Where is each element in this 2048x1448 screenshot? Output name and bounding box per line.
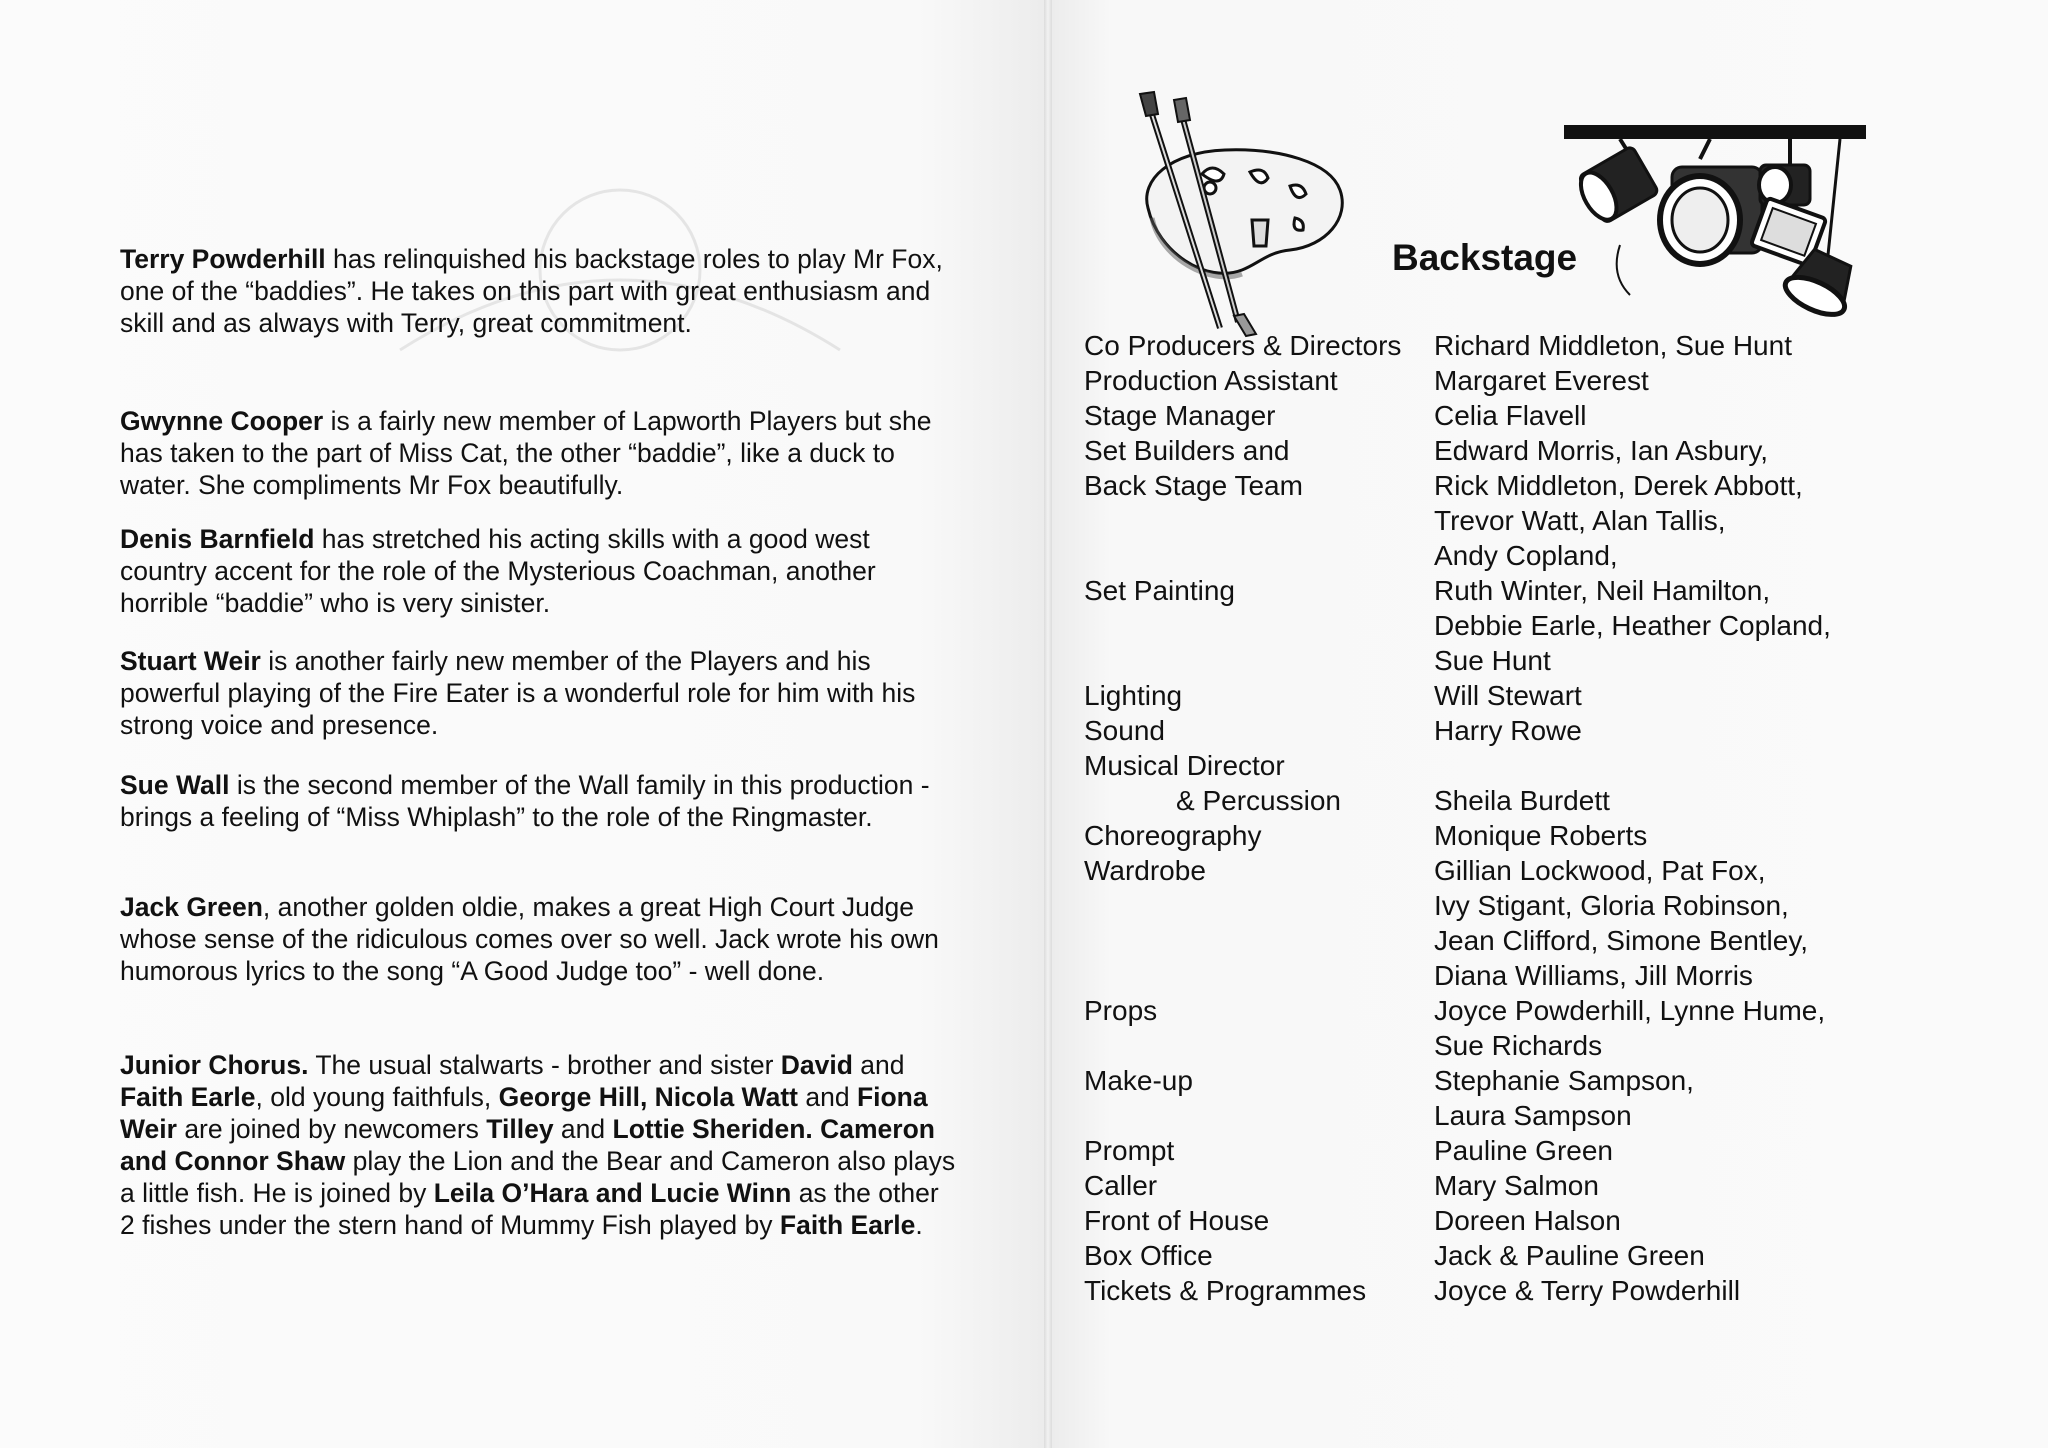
crew-names: Diana Williams, Jill Morris (1434, 960, 1753, 991)
cast-name: Lottie Sheriden. Cameron and Connor Shaw (120, 1114, 935, 1176)
crew-names: Margaret Everest (1434, 365, 1649, 396)
paint-palette-icon (1130, 90, 1360, 340)
crew-names: Richard Middleton, Sue Hunt (1434, 330, 1792, 361)
crew-row (1084, 538, 1984, 573)
crew-role: Caller (1084, 1170, 1158, 1201)
stage-lights-icon (1560, 115, 1870, 330)
crew-row (1084, 643, 1984, 678)
crew-row (1084, 328, 1984, 363)
crew-role: Lighting (1084, 680, 1183, 711)
crew-role: Set Painting (1084, 575, 1235, 606)
crew-names: Mary Salmon (1434, 1170, 1599, 1201)
cast-name: Jack Green (120, 892, 263, 922)
cast-note-text: has relinquished his backstage roles to play Mr Fox, one of the “baddies”. He takes on this part with great enthusiasm and skill and as always with Terry, great commitment. (120, 244, 943, 338)
cast-name: Junior Chorus. (120, 1050, 309, 1080)
cast-note-text: has stretched his acting skills with a good west country accent for the role of the Mysterious Coachman, another horrible “baddie” who is very sinister. (120, 524, 876, 618)
cast-note-paragraph (120, 405, 960, 501)
crew-row (1084, 783, 1984, 818)
crew-row (1084, 923, 1984, 958)
crew-row (1084, 888, 1984, 923)
crew-row (1084, 1098, 1984, 1133)
crew-row (1084, 1028, 1984, 1063)
crew-names: Celia Flavell (1434, 400, 1587, 431)
crew-row (1084, 958, 1984, 993)
cast-name: Denis Barnfield (120, 524, 315, 554)
cast-note-paragraph (120, 523, 960, 619)
cast-note-text: and (797, 1082, 857, 1112)
crew-row (1084, 433, 1984, 468)
crew-row (1084, 1168, 1984, 1203)
cast-note-text: is another fairly new member of the Players and his powerful playing of the Fire Eater is a wonderful role for him with his strong voice and presence. (120, 646, 916, 740)
crew-role: Co Producers & Directors (1084, 330, 1402, 361)
crew-role: Front of House (1084, 1205, 1270, 1236)
cast-note-paragraph (120, 243, 960, 339)
backstage-title: Backstage (1392, 237, 1578, 278)
crew-row (1084, 573, 1984, 608)
crew-names: Stephanie Sampson, (1434, 1065, 1694, 1096)
cast-note-paragraph (120, 1049, 960, 1241)
crew-names: Rick Middleton, Derek Abbott, (1434, 470, 1803, 501)
crew-role: & Percussion (1176, 785, 1341, 816)
crew-role: Set Builders and (1084, 435, 1290, 466)
crew-role: Stage Manager (1084, 400, 1276, 431)
cast-note-text: are joined by newcomers (176, 1114, 487, 1144)
crew-row (1084, 818, 1984, 853)
cast-note-text: . (915, 1210, 923, 1240)
cast-name: Faith Earle (120, 1082, 256, 1112)
crew-role: Props (1084, 995, 1158, 1026)
cast-note-text: and (553, 1114, 613, 1144)
crew-row (1084, 398, 1984, 433)
crew-names: Trevor Watt, Alan Tallis, (1434, 505, 1726, 536)
crew-names: Pauline Green (1434, 1135, 1614, 1166)
crew-role: Make-up (1084, 1065, 1193, 1096)
cast-name: George Hill, Nicola Watt (498, 1082, 798, 1112)
crew-row (1084, 608, 1984, 643)
crew-role: Sound (1084, 715, 1165, 746)
crew-role: Prompt (1084, 1135, 1175, 1166)
crew-role: Tickets & Programmes (1084, 1275, 1367, 1306)
cast-name: Tilley (486, 1114, 554, 1144)
cast-name: Fiona Weir (120, 1082, 928, 1144)
crew-names: Joyce & Terry Powderhill (1434, 1275, 1741, 1306)
cast-name: Sue Wall (120, 770, 230, 800)
cast-name: Leila O’Hara and Lucie Winn (433, 1178, 792, 1208)
cast-note-text: play the Lion and the Bear and Cameron also plays a little fish. He is joined by (120, 1146, 956, 1208)
crew-row (1084, 993, 1984, 1028)
cast-note-text: , another golden oldie, makes a great High Court Judge whose sense of the ridiculous comes over so well. Jack wrote his own humorous lyrics to the song “A Good Judge too” - well done. (120, 892, 939, 986)
crew-row (1084, 1203, 1984, 1238)
crew-names: Sue Hunt (1434, 645, 1551, 676)
cast-name: Stuart Weir (120, 646, 261, 676)
crew-row (1084, 363, 1984, 398)
crew-names: Ruth Winter, Neil Hamilton, (1434, 575, 1771, 606)
crew-names: Laura Sampson (1434, 1100, 1632, 1131)
crew-row (1084, 678, 1984, 713)
crew-role: Box Office (1084, 1240, 1213, 1271)
crew-row (1084, 853, 1984, 888)
crew-role: Musical Director (1084, 750, 1285, 781)
cast-note-paragraph (120, 891, 960, 987)
cast-note-text: is the second member of the Wall family in this production - brings a feeling of “Miss Whiplash” to the role of the Ringmaster. (120, 770, 930, 832)
crew-role: Back Stage Team (1084, 470, 1303, 501)
cast-note-text: as the other 2 fishes under the stern hand of Mummy Fish played by (120, 1178, 939, 1240)
cast-note-text: is a fairly new member of Lapworth Players but she has taken to the part of Miss Cat, the other “baddie”, like a duck to water. She compliments Mr Fox beautifully. (120, 406, 932, 500)
crew-row (1084, 503, 1984, 538)
cast-note-text: , old young faithfuls, (255, 1082, 499, 1112)
crew-row (1084, 468, 1984, 503)
cast-note-text: and (852, 1050, 905, 1080)
crew-names: Edward Morris, Ian Asbury, (1434, 435, 1769, 466)
crew-row (1084, 1133, 1984, 1168)
book-gutter (1044, 0, 1052, 1448)
crew-names: Ivy Stigant, Gloria Robinson, (1434, 890, 1789, 921)
crew-row (1084, 1063, 1984, 1098)
crew-names: Joyce Powderhill, Lynne Hume, (1434, 995, 1826, 1026)
crew-role: Choreography (1084, 820, 1262, 851)
crew-names: Jean Clifford, Simone Bentley, (1434, 925, 1809, 956)
crew-role: Wardrobe (1084, 855, 1206, 886)
crew-names: Sue Richards (1434, 1030, 1603, 1061)
crew-names: Harry Rowe (1434, 715, 1582, 746)
cast-name: Faith Earle (779, 1210, 916, 1240)
cast-name: Terry Powderhill (120, 244, 326, 274)
crew-names: Doreen Halson (1434, 1205, 1621, 1236)
crew-row (1084, 748, 1984, 783)
crew-names: Monique Roberts (1434, 820, 1648, 851)
cast-name: Gwynne Cooper (120, 406, 324, 436)
crew-names: Andy Copland, (1434, 540, 1618, 571)
cast-note-paragraph (120, 769, 960, 833)
crew-names: Sheila Burdett (1434, 785, 1610, 816)
crew-row (1084, 713, 1984, 748)
crew-row (1084, 1238, 1984, 1273)
cast-note-paragraph (120, 645, 960, 741)
crew-names: Will Stewart (1434, 680, 1582, 711)
crew-names: Gillian Lockwood, Pat Fox, (1434, 855, 1766, 886)
crew-row (1084, 1273, 1984, 1308)
cast-note-text: The usual stalwarts - brother and sister (308, 1050, 781, 1080)
cast-name: David (780, 1050, 853, 1080)
crew-role: Production Assistant (1084, 365, 1338, 396)
crew-names: Debbie Earle, Heather Copland, (1434, 610, 1831, 641)
crew-names: Jack & Pauline Green (1434, 1240, 1705, 1271)
